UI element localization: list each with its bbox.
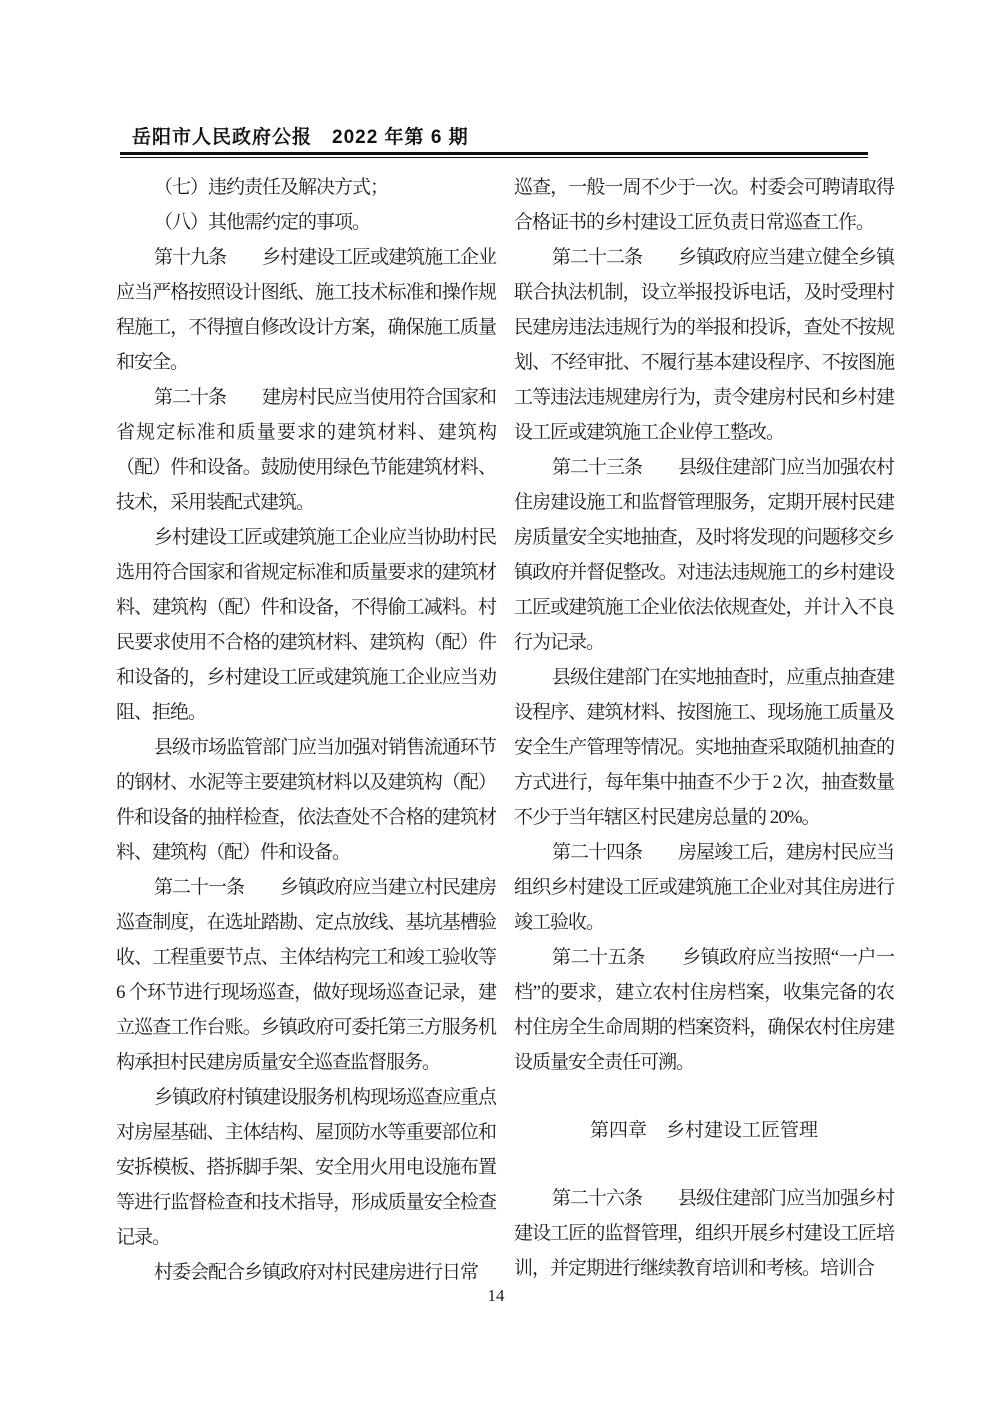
paragraph: 第二十条 建房村民应当使用符合国家和省规定标准和质量要求的建筑材料、建筑构（配）件和设备。鼓励使用绿色节能建筑材料、技术，采用装配式建筑。 <box>116 387 497 513</box>
paragraph: 第十九条 乡村建设工匠或建筑施工企业应当严格按照设计图纸、施工技术标准和操作规程施工，不得擅自修改设计方案，确保施工质量和安全。 <box>116 247 497 373</box>
paragraph: 第二十一条 乡镇政府应当建立村民建房巡查制度，在选址踏勘、定点放线、基坑基槽验收、工程重要节点、主体结构完工和竣工验收等 6 个环节进行现场巡查，做好现场巡查记录，建立巡查工作台账。乡镇政府可委托第三方服务机构承担村民建房质量安全巡查监督服务。 <box>116 877 497 1073</box>
paragraph: 村委会配合乡镇政府对村民建房进行日常 <box>154 1262 479 1283</box>
page-number: 14 <box>487 1286 505 1305</box>
left-text-column <box>116 170 496 1290</box>
paragraph: （七）违约责任及解决方式； <box>154 177 389 198</box>
paragraph: 第二十六条 县级住建部门应当加强乡村建设工匠的监督管理，组织开展乡村建设工匠培训，并定期进行继续教育培训和考核。培训合 <box>514 1188 895 1279</box>
chapter-heading: 第四章 乡村建设工匠管理 <box>589 1120 818 1141</box>
paragraph: 第二十五条 乡镇政府应当按照“一户一档”的要求，建立农村住房档案，收集完备的农村住房全生命周期的档案资料，确保农村住房建设质量安全责任可溯。 <box>514 947 894 1073</box>
paragraph: 县级住建部门在实地抽查时，应重点抽查建设程序、建筑材料、按图施工、现场施工质量及安全生产管理等情况。实地抽查采取随机抽查的方式进行，每年集中抽查不少于 2 次，抽查数量不少于当年辖区村民建房总量的 20%。 <box>514 667 895 828</box>
paragraph: 第二十二条 乡镇政府应当建立健全乡镇联合执法机制，设立举报投诉电话，及时受理村民建房违法违规行为的举报和投诉，查处不按规划、不经审批、不履行基本建设程序、不按图施工等违法违规建房行为，责令建房村民和乡村建设工匠或建筑施工企业停工整改。 <box>514 247 895 443</box>
paragraph: 县级市场监管部门应当加强对销售流通环节的钢材、水泥等主要建筑材料以及建筑构（配）件和设备的抽样检查，依法查处不合格的建筑材料、建筑构（配）件和设备。 <box>116 737 497 863</box>
paragraph: 巡查，一般一周不少于一次。村委会可聘请取得合格证书的乡村建设工匠负责日常巡查工作。 <box>514 177 894 233</box>
right-text-column <box>514 170 894 1286</box>
paragraph: （八）其他需约定的事项。 <box>154 212 371 233</box>
gazette-header-title: 岳阳市人民政府公报 2022 年第 6 期 <box>132 127 469 148</box>
paragraph: 乡镇政府村镇建设服务机构现场巡查应重点对房屋基础、主体结构、屋顶防水等重要部位和安拆模板、搭拆脚手架、安全用火用电设施布置等进行监督检查和技术指导，形成质量安全检查记录。 <box>116 1087 497 1248</box>
paragraph: 乡村建设工匠或建筑施工企业应当协助村民选用符合国家和省规定标准和质量要求的建筑材料、建筑构（配）件和设备，不得偷工减料。村民要求使用不合格的建筑材料、建筑构（配）件和设备的，乡村建设工匠或建筑施工企业应当劝阻、拒绝。 <box>116 527 497 723</box>
paragraph: 第二十四条 房屋竣工后，建房村民应当组织乡村建设工匠或建筑施工企业对其住房进行竣工验收。 <box>514 842 895 933</box>
paragraph: 第二十三条 县级住建部门应当加强农村住房建设施工和监督管理服务，定期开展村民建房质量安全实地抽查，及时将发现的问题移交乡镇政府并督促整改。对违法违规施工的乡村建设工匠或建筑施工企业依法依规查处，并计入不良行为记录。 <box>514 457 895 653</box>
header-double-rule <box>120 152 868 158</box>
